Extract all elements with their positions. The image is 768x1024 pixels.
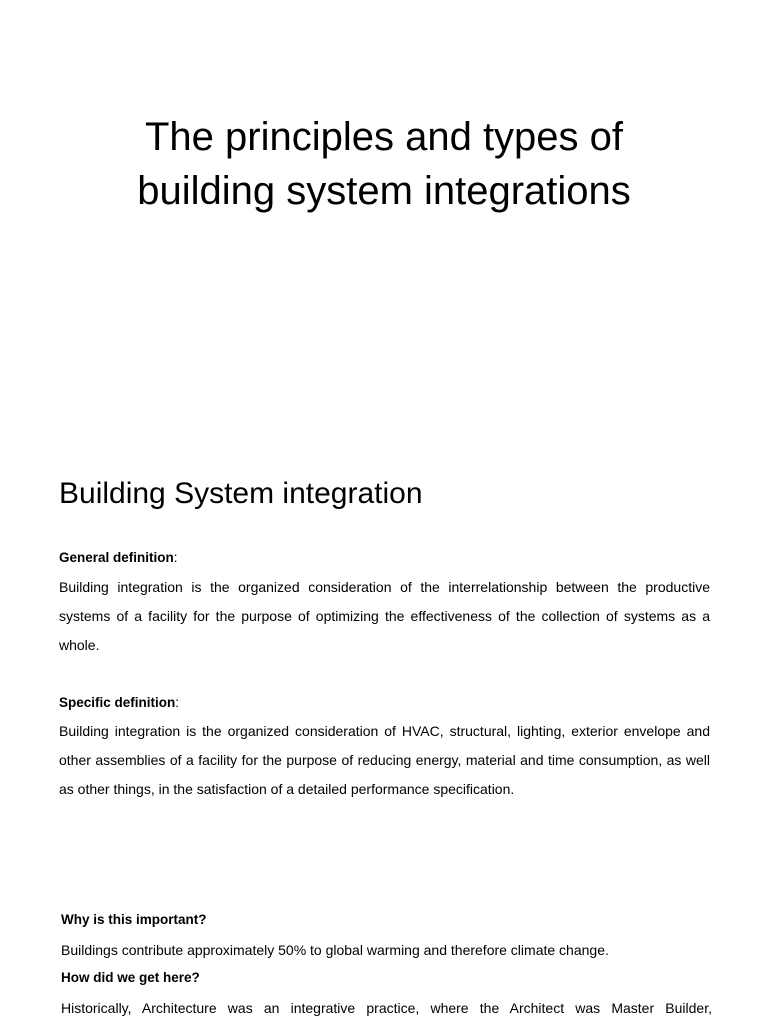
presentation-title	[40, 110, 728, 218]
question-how-get-here: How did we get here?	[61, 970, 200, 985]
specific-definition-text: Building integration is the organized consideration of HVAC, structural, lighting, exterior envelope and other assemblies of a facility for the purpose of reducing energy, material and time consumption, as well as other things, in the satisfaction of a detailed performance specification.	[59, 723, 710, 797]
slide-heading: Building System integration	[59, 477, 423, 510]
general-definition-label	[59, 548, 178, 568]
answer-why-important: Buildings contribute approximately 50% to global warming and therefore climate change.	[61, 942, 609, 958]
answer-how-get-here: Historically, Architecture was an integrative practice, where the Architect was Master Builder,	[61, 1000, 712, 1016]
title-line-2: building system integrations	[137, 169, 631, 213]
question-why-important: Why is this important?	[61, 912, 207, 927]
specific-definition-label-text: Specific definition	[59, 695, 176, 710]
title-line-1: The principles and types of	[144, 115, 624, 159]
title-slide	[0, 0, 768, 440]
specific-definition-label	[59, 693, 179, 713]
general-definition-label-text: General definition	[59, 550, 174, 565]
specific-definition-colon: :	[175, 695, 180, 710]
definition-slide	[0, 440, 768, 860]
general-definition-colon: :	[173, 550, 178, 565]
importance-slide	[0, 860, 768, 1024]
general-definition-text: Building integration is the organized consideration of the interrelationship between the productive systems of a facility for the purpose of optimizing the effectiveness of the collection of systems as a whole.	[59, 579, 710, 653]
